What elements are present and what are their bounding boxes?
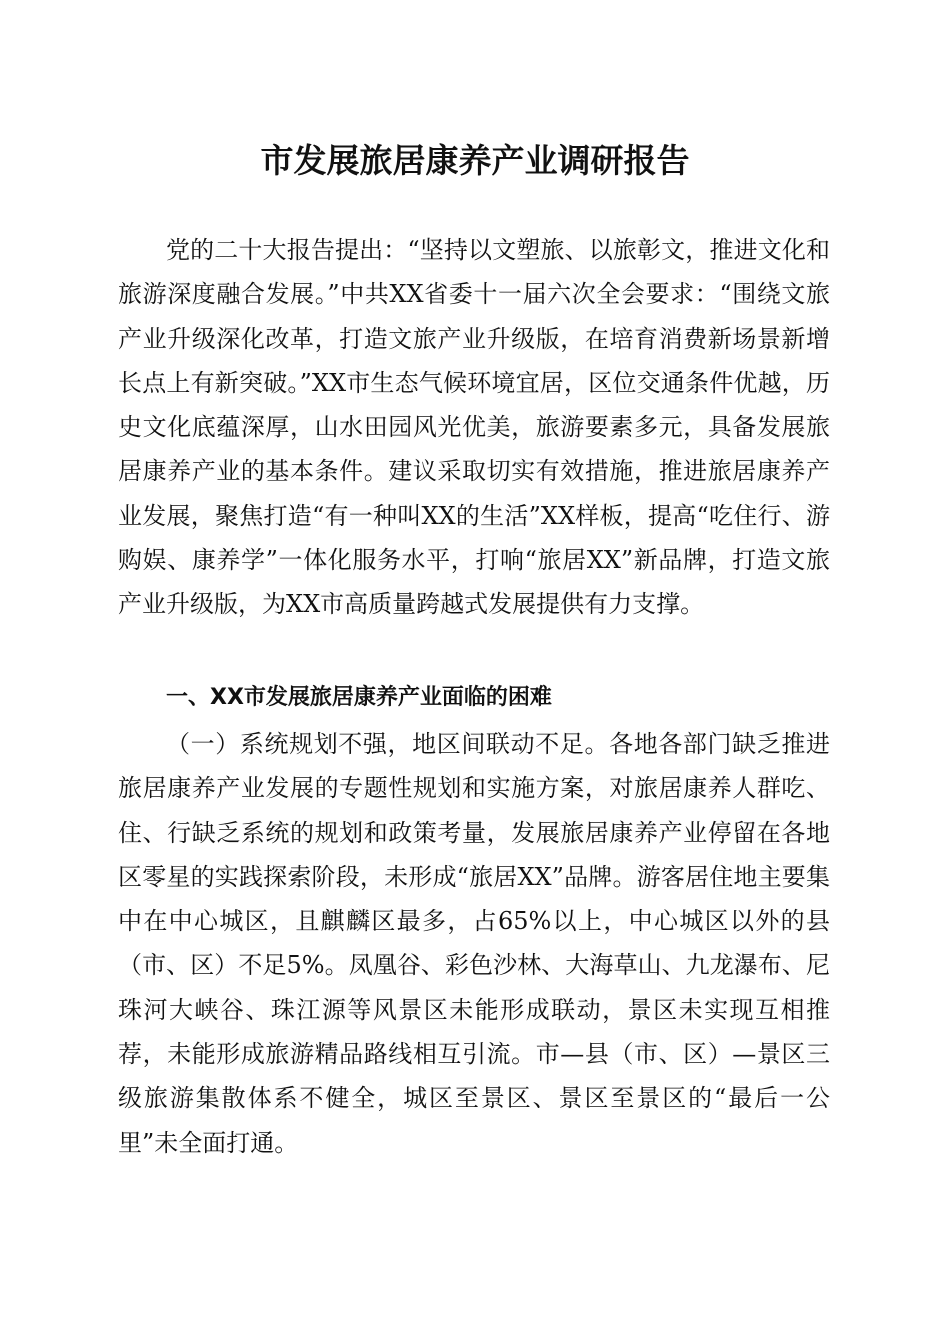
section-heading: 一、XX市发展旅居康养产业面临的困难 — [166, 685, 552, 710]
document-title: 市发展旅居康养产业调研报告 — [260, 141, 690, 180]
subsection-heading: （一）系统规划不强，地区间联动不足。 — [166, 730, 610, 758]
subsection-body: 各地各部门缺乏推进旅居康养产业发展的专题性规划和实施方案，对旅居康养人群吃、住、行缺乏系统的规划和政策考量，发展旅居康养产业停留在各地区零星的实践探索阶段，未形成“旅居XX”品牌。游客居住地主要集中在中心城区，且麒麟区最多，占65%以上，中心城区以外的县（市、区）不足5%。凤凰谷、彩色沙林、大海草山、九龙瀑布、尼珠河大峡谷、珠江源等风景区未能形成联动，景区未实现互相推荐，未能形成旅游精品路线相互引流。市—县（市、区）—景区三级旅游集散体系不健全，城区至景区、景区至景区的“最后一公里”未全面打通。 — [118, 730, 831, 1157]
intro-paragraph: 党的二十大报告提出：“坚持以文塑旅、以旅彰文，推进文化和旅游深度融合发展。”中共XX省委十一届六次全会要求：“围绕文旅产业升级深化改革，打造文旅产业升级版，在培育消费新场景新增长点上有新突破。”XX市生态气候环境宜居，区位交通条件优越，历史文化底蕴深厚，山水田园风光优美，旅游要素多元，具备发展旅居康养产业的基本条件。建议采取切实有效措施，推进旅居康养产业发展，聚焦打造“有一种叫XX的生活”XX样板，提高“吃住行、游购娱、康养学”一体化服务水平，打响“旅居XX”新品牌，打造文旅产业升级版，为XX市高质量跨越式发展提供有力支撑。 — [118, 236, 830, 619]
subsection-paragraph — [118, 722, 830, 1165]
